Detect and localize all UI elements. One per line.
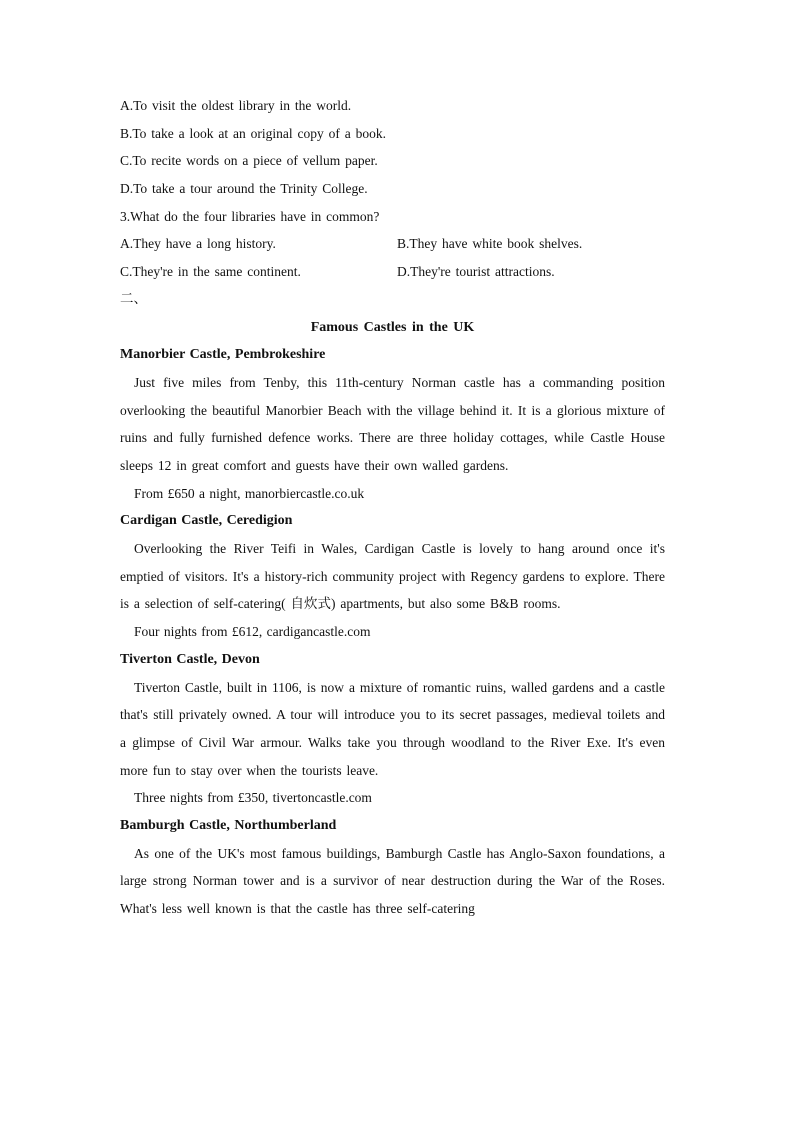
- castle-description: [120, 674, 665, 785]
- castle-description-text: Just five miles from Tenby, this 11th-century Norman castle has a commanding position overlooking the beautiful Manorbier Beach with the village behind it. It is a glorious mixture of ruins and fully furnished defence works. There are three holiday cottages, while Castle House sleeps 12 in great comfort and guests have their own walled gardens.: [120, 374, 665, 473]
- castle-heading: Manorbier Castle, Pembrokeshire: [120, 347, 326, 363]
- castle-entry: [120, 341, 665, 507]
- castle-entry: [120, 646, 665, 812]
- q3-option-b: B.They have white book shelves.: [397, 236, 583, 252]
- q2-option-d: D.To take a tour around the Trinity College.: [120, 181, 368, 197]
- castle-description-text: Tiverton Castle, built in 1106, is now a mixture of romantic ruins, walled gardens and a castle that's still privately owned. A tour will introduce you to its secret passages, medieval toilets and a glimpse of Civil War armour. Walks take you through woodland to the River Exe. It's even more fun to stay over when the tourists leave.: [120, 679, 665, 778]
- castle-entry: [120, 812, 665, 923]
- q2-option-a: A.To visit the oldest library in the world.: [120, 98, 352, 113]
- castle-price: Four nights from £612, cardigancastle.com: [134, 624, 371, 640]
- q3-option-a: A.They have a long history.: [120, 236, 276, 252]
- article-title: Famous Castles in the UK: [310, 319, 475, 335]
- castle-entry: [120, 507, 665, 645]
- castle-description: [120, 369, 665, 480]
- castle-description-text: As one of the UK's most famous buildings, Bamburgh Castle has Anglo-Saxon foundations, a large strong Norman tower and is a survivor of near destruction during the War of the Roses. What's less well known is that the castle has three self-catering: [120, 845, 665, 917]
- q3-options-row-1: [120, 230, 665, 258]
- castle-description-text: Overlooking the River Teifi in Wales, Cardigan Castle is lovely to hang around once it's emptied of visitors. It's a history-rich community project with Regency gardens to explore. There is a selection of self-catering( 自炊式) apartments, but also some B&B rooms.: [120, 541, 665, 612]
- q3-options-row-2: [120, 258, 665, 286]
- castle-price: Three nights from £350, tivertoncastle.com: [134, 790, 372, 806]
- q3-option-d: D.They're tourist attractions.: [397, 264, 555, 280]
- castle-description: [120, 840, 665, 923]
- castle-price: From £650 a night, manorbiercastle.co.uk: [134, 485, 365, 501]
- document-page: [120, 92, 665, 923]
- section-number: 二、: [120, 290, 147, 307]
- castle-heading: Bamburgh Castle, Northumberland: [120, 818, 337, 834]
- castle-description: [120, 535, 665, 618]
- q3-option-c: C.They're in the same continent.: [120, 264, 301, 280]
- q2-option-c: C.To recite words on a piece of vellum paper.: [120, 153, 378, 169]
- q2-option-b: B.To take a look at an original copy of a book.: [120, 125, 386, 141]
- castle-heading: Tiverton Castle, Devon: [120, 651, 260, 667]
- castle-heading: Cardigan Castle, Ceredigion: [120, 513, 293, 529]
- q3-stem: 3.What do the four libraries have in common?: [120, 208, 380, 224]
